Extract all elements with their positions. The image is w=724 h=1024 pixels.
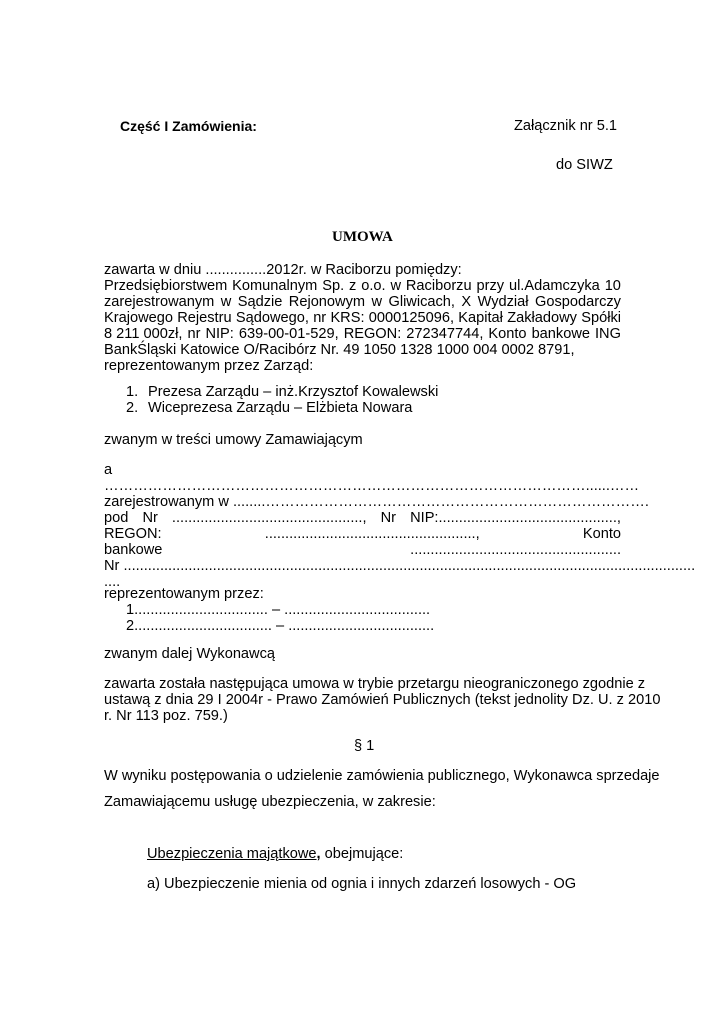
contractor-registered: zarejestrowanym w ........……………………………………………………………………. bbox=[104, 494, 649, 510]
contractor-bank-account: bankowe .................................................... bbox=[104, 542, 621, 558]
to-siwz: do SIWZ bbox=[556, 157, 613, 173]
concluded-line: ustawą z dnia 29 I 2004r - Prawo Zamówień Publicznych (tekst jednolity Dz. U. z 2010 bbox=[104, 692, 661, 708]
contractor-a: a bbox=[104, 462, 113, 478]
contractor-name-blank: ………………………………………………………………………………………......…… bbox=[104, 478, 640, 494]
part-heading: Część I Zamówienia: bbox=[120, 118, 257, 134]
result-line: Zamawiającemu usługę ubezpieczenia, w zakresie: bbox=[104, 794, 436, 810]
document-title: UMOWA bbox=[332, 229, 393, 245]
contractor-representative: 2.................................. – .................................... bbox=[126, 618, 435, 634]
contractor-definition: zwanym dalej Wykonawcą bbox=[104, 646, 276, 662]
board-item: 2. Wiceprezesa Zarządu – Elżbieta Nowara bbox=[126, 400, 413, 416]
property-insurance-item-a: a) Ubezpieczenie mienia od ognia i innych zdarzeń losowych - OG bbox=[147, 876, 577, 892]
intro-line-5: 8 211 000zł, nr NIP: 639-00-01-529, REGON: 272347744, Konto bankowe ING bbox=[104, 326, 621, 342]
concluded-line: zawarta została następująca umowa w trybie przetargu nieograniczonego zgodnie z bbox=[104, 676, 646, 692]
property-insurance-heading: Ubezpieczenia majątkowe, obejmujące: bbox=[147, 846, 404, 862]
intro-line-7: reprezentowanym przez Zarząd: bbox=[104, 358, 314, 374]
contractor-account-number: Nr ............................................................................................................................................. bbox=[104, 558, 696, 574]
contractor-regon: REGON: ...................................................., Konto bbox=[104, 526, 621, 542]
contractor-account-cont: .... bbox=[104, 574, 121, 590]
intro-line-2: Przedsiębiorstwem Komunalnym Sp. z o.o. w Raciborzu przy ul.Adamczyka 10 bbox=[104, 278, 621, 294]
section-number: § 1 bbox=[354, 738, 375, 754]
annex-number: Załącznik nr 5.1 bbox=[514, 118, 618, 134]
contractor-representative: 1................................. – .................................... bbox=[126, 602, 431, 618]
intro-line-4: Krajowego Rejestru Sądowego, nr KRS: 0000125096, Kapitał Zakładowy Spółki bbox=[104, 310, 621, 326]
intro-line-3: zarejestrowanym w Sądzie Rejonowym w Gliwicach, X Wydział Gospodarczy bbox=[104, 294, 621, 310]
intro-line-6: BankŚląski Katowice O/Racibórz Nr. 49 1050 1328 1000 004 0002 8791, bbox=[104, 342, 575, 358]
contractor-pod-nr: pod Nr ..............................................., Nr NIP:............................................, bbox=[104, 510, 621, 526]
client-definition: zwanym w treści umowy Zamawiającym bbox=[104, 432, 363, 448]
intro-line-1: zawarta w dniu ...............2012r. w Raciborzu pomiędzy: bbox=[104, 262, 462, 278]
board-item: 1. Prezesa Zarządu – inż.Krzysztof Kowalewski bbox=[126, 384, 439, 400]
result-line: W wyniku postępowania o udzielenie zamówienia publicznego, Wykonawca sprzedaje bbox=[104, 768, 660, 784]
contractor-representatives-label: reprezentowanym przez: bbox=[104, 586, 264, 602]
concluded-line: r. Nr 113 poz. 759.) bbox=[104, 708, 228, 724]
